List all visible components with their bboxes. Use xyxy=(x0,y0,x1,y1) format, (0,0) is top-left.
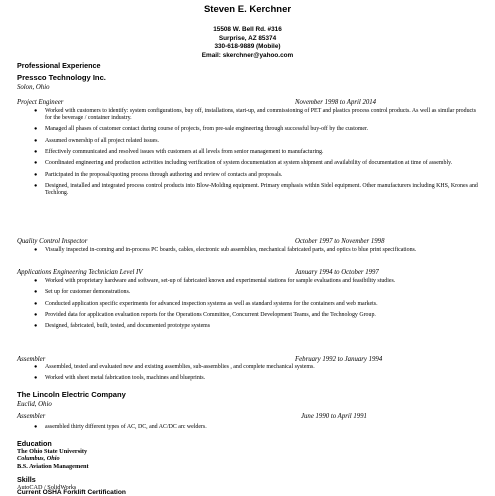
company-pressco: Pressco Technology Inc. xyxy=(17,73,106,82)
role-row xyxy=(17,269,487,276)
bullet-icon: ● xyxy=(34,300,38,307)
email-line: Email: skerchner@yahoo.com xyxy=(201,51,294,59)
bullet-icon: ● xyxy=(34,126,38,133)
list-item: ● Worked with sheet metal fabrication tools, machines and blueprints. xyxy=(34,375,206,382)
role-title: Assembler xyxy=(17,356,46,363)
role-row xyxy=(17,413,487,420)
bullet-icon: ● xyxy=(34,364,38,370)
bullet-list xyxy=(34,364,482,383)
experience-heading: Professional Experience xyxy=(17,61,101,70)
bullet-icon: ● xyxy=(34,137,38,144)
bullet-list xyxy=(34,278,482,334)
role-dates: June 1990 to April 1991 xyxy=(301,413,367,420)
city-line: Surprise, AZ 85374 xyxy=(218,34,277,42)
role-dates: November 1998 to April 2014 xyxy=(295,99,377,106)
list-item: ● Coordinated engineering and production activities including verification of system documentation at system shipment and availability of documentation at time of assembly. xyxy=(34,160,453,167)
list-item: ● Participated in the proposal/quoting process through authoring and review of contacts and proposals. xyxy=(34,171,283,178)
role-row xyxy=(17,99,487,106)
bullet-icon: ● xyxy=(34,247,38,253)
location-pressco: Solon, Ohio xyxy=(17,84,50,91)
role-dates: February 1992 to January 1994 xyxy=(295,356,383,363)
school-city: Columbus, Ohio xyxy=(17,455,60,463)
school-name: The Ohio State University xyxy=(17,448,88,455)
role-title: Applications Engineering Technician Level IV xyxy=(17,269,143,276)
role-dates: January 1994 to October 1997 xyxy=(295,269,379,276)
role-row xyxy=(17,238,487,245)
contact-block xyxy=(0,26,495,60)
list-item: ● Effectively communicated and resolved issues with customers at all levels from senior management to manufacturing. xyxy=(34,148,324,155)
bullet-icon: ● xyxy=(34,323,38,330)
role-title: Assembler xyxy=(17,413,46,420)
bullet-icon: ● xyxy=(34,182,38,189)
list-item: ● Conducted application specific experiments for advanced inspection systems as well as standard systems for the containers and web markets. xyxy=(34,300,378,307)
education-block xyxy=(17,448,89,470)
bullet-list xyxy=(34,424,482,435)
list-item: ● Worked with customers to identify: system configurations, buy off, installations, start-up, and commissioning of PET and plastics process control products. As well as similar products for the beverage / container industry. xyxy=(34,108,477,122)
location-lincoln: Euclid, Ohio xyxy=(17,401,52,408)
certification: Current OSHA Forklift Certification xyxy=(17,489,126,496)
list-item: ● Designed, fabricated, built, tested, and documented prototype systems xyxy=(34,323,211,330)
resume-name: Steven E. Kerchner xyxy=(203,4,292,15)
bullet-icon: ● xyxy=(34,311,38,318)
bullet-icon: ● xyxy=(34,289,38,296)
role-title: Quality Control Inspector xyxy=(17,238,88,245)
phone-line: 330-618-9889 (Mobile) xyxy=(214,43,281,51)
bullet-list xyxy=(34,247,482,258)
list-item: ● Worked with proprietary hardware and software, set-up of fabricated known and experimental stations for sample evaluations and feasibility studies. xyxy=(34,278,396,284)
list-item: ● Managed all phases of customer contact during course of projects, from pre-sale engineering through successful buy-off by the customer. xyxy=(34,126,369,133)
list-item: ● Assumed ownership of all project related issues. xyxy=(34,137,160,144)
bullet-icon: ● xyxy=(34,171,38,178)
bullet-icon: ● xyxy=(34,278,38,284)
list-item: ● Designed, installed and integrated process control products into Blow-Molding equipment. Primary emphasis within Sidel equipment. Other manufacturers including KHS, Krones and Techlong. xyxy=(34,182,478,196)
list-item: ● Assembled, tested and evaluated new and existing assemblies, sub-assemblies , and complete mechanical systems. xyxy=(34,364,315,370)
bullet-icon: ● xyxy=(34,108,38,114)
role-dates: October 1997 to November 1998 xyxy=(295,238,385,245)
company-lincoln: The Lincoln Electric Company xyxy=(17,390,126,399)
skills-heading: Skills xyxy=(17,475,36,484)
skills-text: AutoCAD / SolidWorks xyxy=(17,484,77,491)
bullet-icon: ● xyxy=(34,375,38,382)
list-item: ● Set up for customer demonstrations. xyxy=(34,289,131,296)
bullet-icon: ● xyxy=(34,148,38,155)
education-heading: Education xyxy=(17,439,52,448)
address-line: 15508 W. Bell Rd. #316 xyxy=(213,26,282,33)
role-row xyxy=(17,356,487,363)
role-title: Project Engineer xyxy=(17,99,64,106)
bullet-icon: ● xyxy=(34,160,38,167)
list-item: ● assembled thirty different types of AC, DC, and AC/DC arc welders. xyxy=(34,424,207,430)
list-item: ● Visually inspected in-coming and in-process PC boards, cables, electronic sub assemblies, mechanical fabricated parts, and optics to blue print specifications. xyxy=(34,247,417,253)
degree: B.S. Aviation Management xyxy=(17,462,89,470)
list-item: ● Provided data for application evaluation reports for the Operations Committee, Concurrent Development Teams, and the Technology Group. xyxy=(34,311,376,318)
bullet-list xyxy=(34,108,482,201)
bullet-icon: ● xyxy=(34,424,38,430)
